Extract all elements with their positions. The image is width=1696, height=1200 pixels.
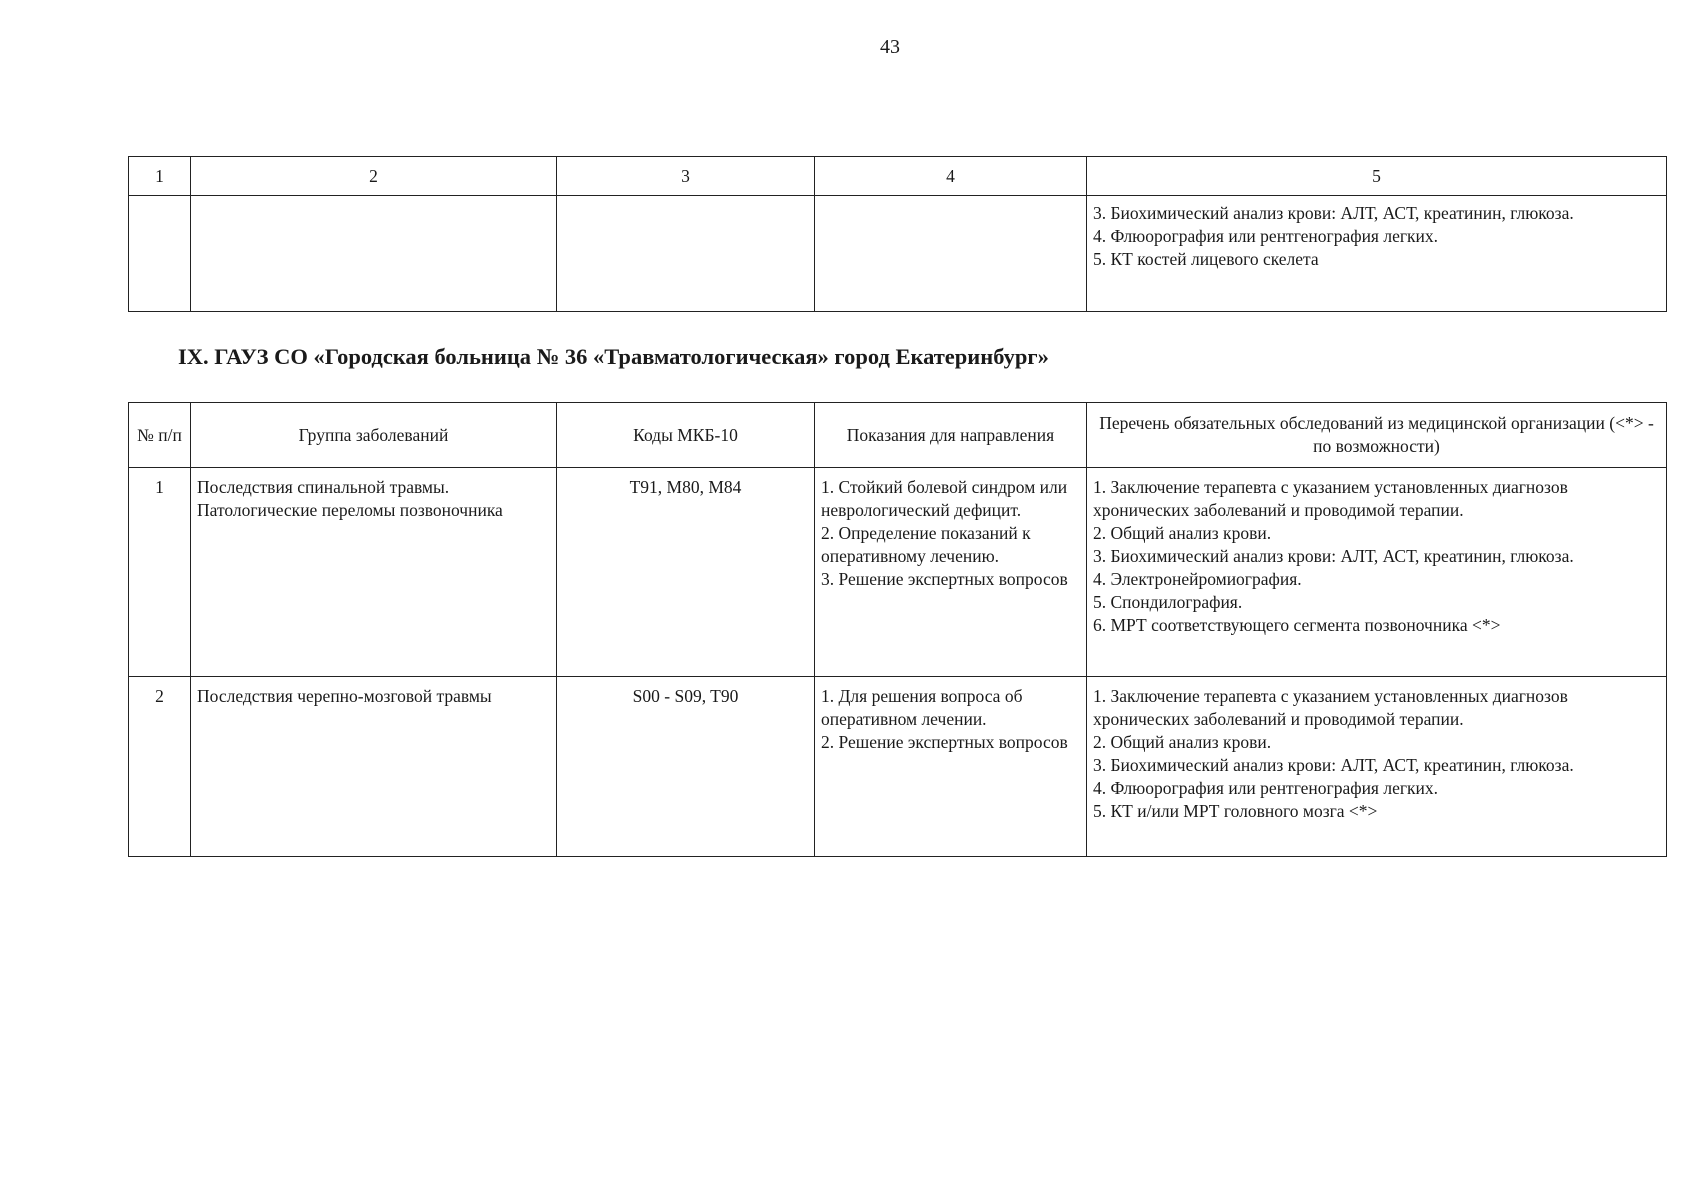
cell-num: 2 [129, 677, 191, 857]
exam-line: 5. КТ костей лицевого скелета [1093, 249, 1319, 269]
cell-exams [1087, 196, 1667, 312]
cell-codes: T91, M80, M84 [557, 468, 815, 677]
column-number-5: 5 [1087, 157, 1667, 196]
table-header-row [129, 403, 1667, 468]
exam-line: 1. Заключение терапевта с указанием установленных диагнозов хронических заболеваний и проводимой терапии. [1093, 477, 1568, 520]
column-number-4: 4 [815, 157, 1087, 196]
cell-indications [815, 196, 1087, 312]
header-exams: Перечень обязательных обследований из медицинской организации (<*> - по возможности) [1087, 403, 1667, 468]
cell-group [191, 196, 557, 312]
exam-line: 2. Общий анализ крови. [1093, 732, 1272, 752]
page-number: 43 [880, 36, 900, 58]
header-num: № п/п [129, 403, 191, 468]
column-number-3: 3 [557, 157, 815, 196]
exam-line: 4. Флюорография или рентгенография легких. [1093, 778, 1439, 798]
exam-line: 3. Биохимический анализ крови: АЛТ, АСТ, креатинин, глюкоза. [1093, 755, 1574, 775]
exam-line: 1. Заключение терапевта с указанием установленных диагнозов хронических заболеваний и проводимой терапии. [1093, 686, 1568, 729]
indication-line: 1. Для решения вопроса об оперативном лечении. [821, 686, 1023, 729]
exam-line: 2. Общий анализ крови. [1093, 523, 1272, 543]
cell-indications [815, 677, 1087, 857]
table-row [129, 196, 1667, 312]
exam-line: 5. Спондилография. [1093, 592, 1243, 612]
column-number-1: 1 [129, 157, 191, 196]
header-indications: Показания для направления [815, 403, 1087, 468]
indication-line: 2. Определение показаний к оперативному лечению. [821, 523, 1031, 566]
exam-line: 6. МРТ соответствующего сегмента позвоночника <*> [1093, 615, 1501, 635]
table-row [129, 677, 1667, 857]
indication-line: 3. Решение экспертных вопросов [821, 569, 1068, 589]
cell-indications [815, 468, 1087, 677]
column-number-2: 2 [191, 157, 557, 196]
exam-line: 4. Электронейромиография. [1093, 569, 1302, 589]
main-table [128, 402, 1667, 857]
continuation-table [128, 156, 1667, 312]
exam-line: 4. Флюорография или рентгенография легких. [1093, 226, 1439, 246]
cell-exams [1087, 468, 1667, 677]
exam-line: 3. Биохимический анализ крови: АЛТ, АСТ, креатинин, глюкоза. [1093, 203, 1574, 223]
indication-line: 1. Стойкий болевой синдром или неврологический дефицит. [821, 477, 1068, 520]
header-group: Группа заболеваний [191, 403, 557, 468]
exam-line: 5. КТ и/или МРТ головного мозга <*> [1093, 801, 1378, 821]
cell-group: Последствия спинальной травмы. Патологические переломы позвоночника [191, 468, 557, 677]
column-number-row [129, 157, 1667, 196]
cell-exams [1087, 677, 1667, 857]
cell-group: Последствия черепно-мозговой травмы [191, 677, 557, 857]
cell-codes: S00 - S09, T90 [557, 677, 815, 857]
indication-line: 2. Решение экспертных вопросов [821, 732, 1068, 752]
exam-line: 3. Биохимический анализ крови: АЛТ, АСТ, креатинин, глюкоза. [1093, 546, 1574, 566]
cell-num [129, 196, 191, 312]
table-row [129, 468, 1667, 677]
section-title: IX. ГАУЗ СО «Городская больница № 36 «Травматологическая» город Екатеринбург» [178, 344, 1049, 369]
cell-num: 1 [129, 468, 191, 677]
header-codes: Коды МКБ-10 [557, 403, 815, 468]
cell-codes [557, 196, 815, 312]
